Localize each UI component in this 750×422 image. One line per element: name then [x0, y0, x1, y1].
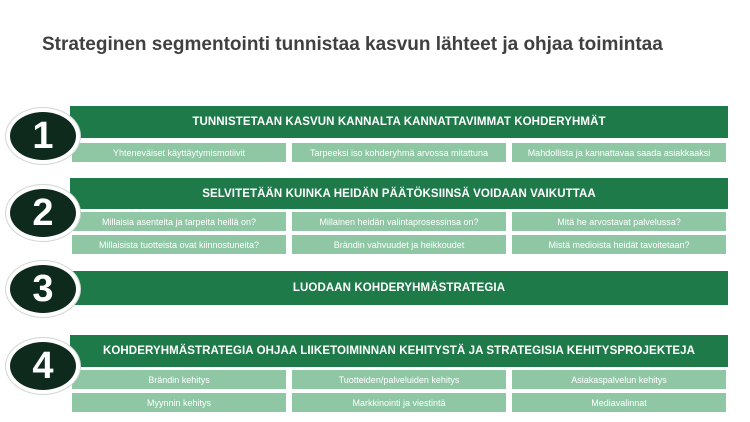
step-2-item: Mitä he arvostavat palvelussa?: [512, 212, 726, 231]
step-4-item: Markkinointi ja viestintä: [292, 393, 506, 412]
step-4-item: Brändin kehitys: [72, 370, 286, 389]
step-3-number: 3: [6, 261, 80, 317]
step-4-heading: KOHDERYHMÄSTRATEGIA OHJAA LIIKETOIMINNAN KEHITYSTÄ JA STRATEGISIA KEHITYSPROJEKTEJA: [70, 335, 728, 367]
step-1-item: Tarpeeksi iso kohderyhmä arvossa mitattuna: [292, 143, 506, 162]
step-2-item: Millainen heidän valintaprosessinsa on?: [292, 212, 506, 231]
step-4-item: Asiakaspalvelun kehitys: [512, 370, 726, 389]
step-2-item: Millaisia asenteita ja tarpeita heillä on?: [72, 212, 286, 231]
step-4-item: Mediavalinnat: [512, 393, 726, 412]
step-2-item: Mistä medioista heidät tavoitetaan?: [512, 235, 726, 254]
step-1-heading: TUNNISTETAAN KASVUN KANNALTA KANNATTAVIMMAT KOHDERYHMÄT: [70, 106, 728, 138]
step-1-item: Mahdollista ja kannattavaa saada asiakkaaksi: [512, 143, 726, 162]
step-4-item: Tuotteiden/palveluiden kehitys: [292, 370, 506, 389]
step-4-number: 4: [6, 338, 80, 394]
step-4-item: Myynnin kehitys: [72, 393, 286, 412]
step-2-number: 2: [6, 185, 80, 241]
page-title: Strateginen segmentointi tunnistaa kasvun lähteet ja ohjaa toimintaa: [42, 34, 663, 55]
step-2-heading: SELVITETÄÄN KUINKA HEIDÄN PÄÄTÖKSIINSÄ VOIDAAN VAIKUTTAA: [70, 178, 728, 209]
step-2-item: Millaisista tuotteista ovat kiinnostuneita?: [72, 235, 286, 254]
step-3-heading: LUODAAN KOHDERYHMÄSTRATEGIA: [70, 271, 728, 305]
step-1-item: Yhteneväiset käyttäytymismotiivit: [72, 143, 286, 162]
step-1-number: 1: [6, 108, 80, 164]
step-2-item: Brändin vahvuudet ja heikkoudet: [292, 235, 506, 254]
